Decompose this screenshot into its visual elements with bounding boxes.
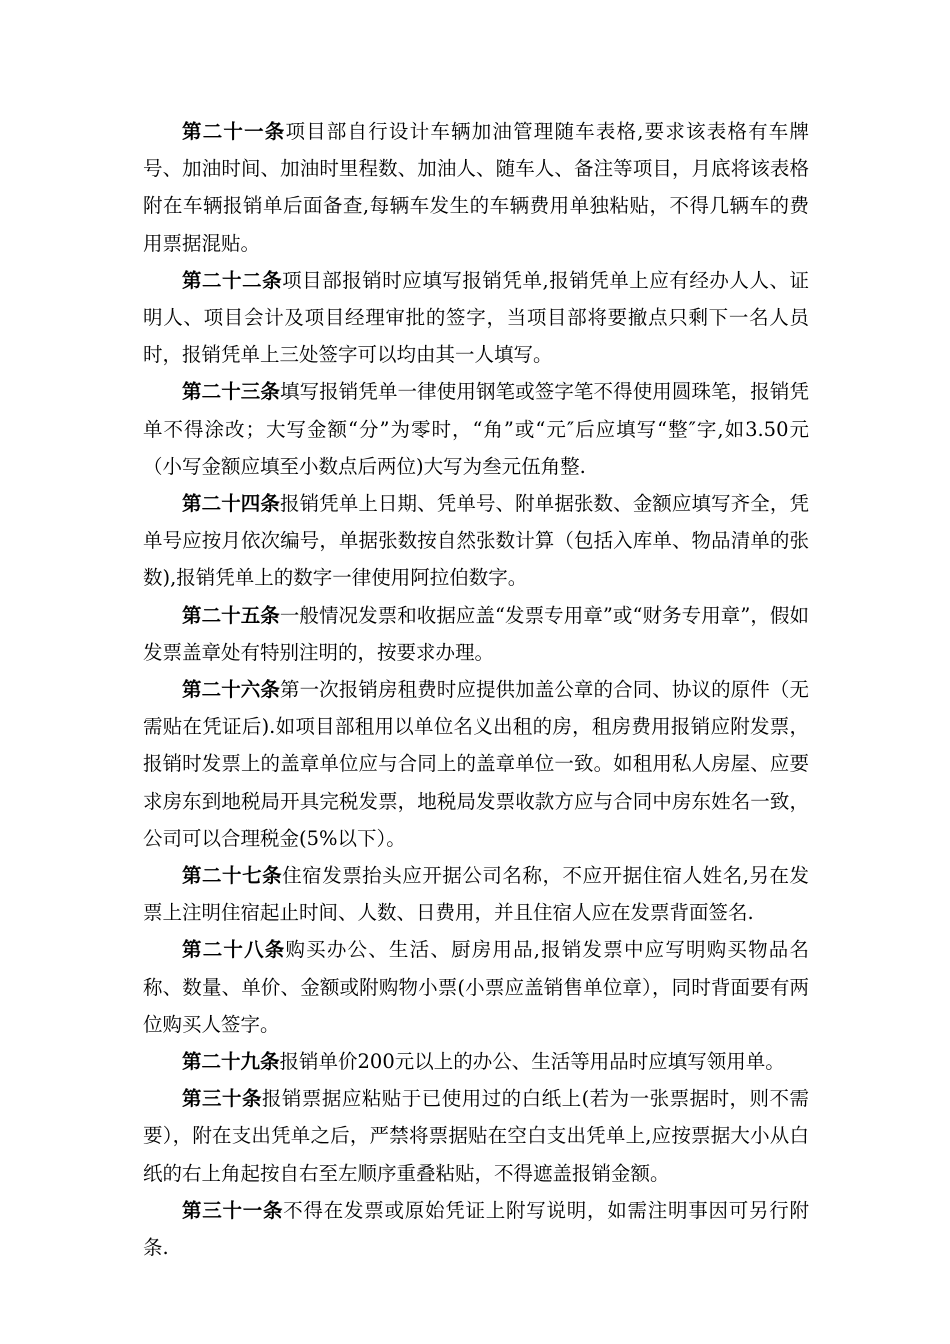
- article-title: 第二十一条: [182, 120, 286, 143]
- article-title: 第二十九条: [182, 1050, 280, 1074]
- article-title: 第二十四条: [182, 492, 280, 516]
- article-text: 报销单价200元以上的办公、生活等用品时应填写领用单。: [279, 1050, 785, 1074]
- article-text: 购买办公、生活、厨房用品,报销发票中应写明购买物品名称、数量、单价、金额或附购物小票(小票应盖销售单位章），同时背面要有两位购买人签字。: [143, 938, 809, 1036]
- article-text: 报销凭单上日期、凭单号、附单据张数、金额应填写齐全，凭单号应按月依次编号，单据张数按自然张数计算（包括入库单、物品清单的张数),报销凭单上的数字一律使用阿拉伯数字。: [143, 492, 809, 590]
- article-29: [143, 1043, 809, 1080]
- article-21: [143, 113, 809, 262]
- article-title: 第二十七条: [182, 864, 283, 888]
- article-text: 住宿发票抬头应开据公司名称，不应开据住宿人姓名,另在发票上注明住宿起止时间、人数、日费用，并且住宿人应在发票背面签名.: [143, 864, 809, 925]
- article-text: 第一次报销房租费时应提供加盖公章的合同、协议的原件（无需贴在凭证后).如项目部租用以单位名义出租的房，租房费用报销应附发票，报销时发票上的盖章单位应与合同上的盖章单位一致。如租用私人房屋、应要求房东到地税局开具完税发票，地税局发票收款方应与合同中房东姓名一致，公司可以合理税金(5%以下）。: [143, 678, 809, 850]
- article-text: 不得在发票或原始凭证上附写说明，如需注明事因可另行附条.: [143, 1198, 809, 1260]
- article-28: [143, 931, 809, 1043]
- article-26: [143, 671, 809, 857]
- article-23: [143, 373, 809, 485]
- article-24: [143, 485, 809, 597]
- article-title: 第三十一条: [182, 1198, 284, 1222]
- article-31: [143, 1192, 809, 1266]
- article-text: 项目部报销时应填写报销凭单,报销凭单上应有经办人人、证明人、项目会计及项目经理审批的签字，当项目部将要撤点只剩下一名人员时，报销凭单上三处签字可以均由其一人填写。: [143, 268, 809, 367]
- article-22: [143, 262, 809, 374]
- article-30: [143, 1080, 809, 1192]
- article-title: 第二十六条: [182, 678, 280, 702]
- document-page: [143, 113, 809, 1266]
- article-text: 项目部自行设计车辆加油管理随车表格,要求该表格有车牌号、加油时间、加油时里程数、加油人、随车人、备注等项目，月底将该表格附在车辆报销单后面备查,每辆车发生的车辆费用单独粘贴，不得几辆车的费用票据混贴。: [143, 120, 809, 255]
- article-title: 第二十三条: [182, 380, 280, 404]
- article-text: 一般情况发票和收据应盖“发票专用章”或“财务专用章”，假如发票盖章处有特别注明的，按要求办理。: [143, 603, 809, 664]
- article-25: [143, 597, 809, 671]
- article-27: [143, 857, 809, 931]
- article-text: 报销票据应粘贴于已使用过的白纸上(若为一张票据时，则不需要），附在支出凭单之后，严禁将票据贴在空白支出凭单上,应按票据大小从白纸的右上角起按自右至左顺序重叠粘贴，不得遮盖报销金额。: [143, 1087, 809, 1185]
- article-title: 第二十二条: [182, 268, 283, 292]
- article-text: 填写报销凭单一律使用钢笔或签字笔不得使用圆珠笔，报销凭单不得涂改；大写金额“分”为零时，“角”或“元″后应填写“整″字,如3.50元（小写金额应填至小数点后两位)大写为叁元伍角整.: [143, 380, 809, 478]
- article-title: 第三十条: [182, 1087, 262, 1111]
- article-title: 第二十五条: [182, 603, 280, 627]
- article-title: 第二十八条: [182, 938, 286, 962]
